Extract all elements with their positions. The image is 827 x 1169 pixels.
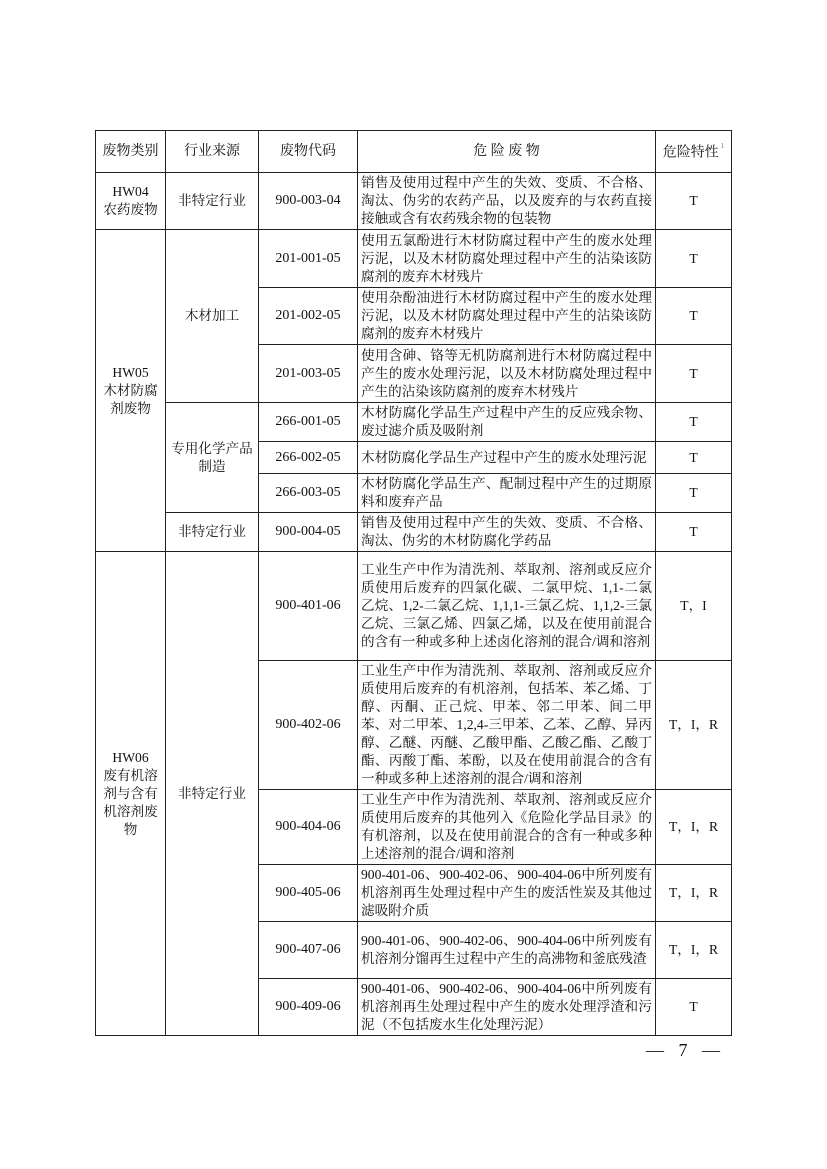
hazard-cell: T，I，R	[656, 790, 732, 865]
industry-line: 非特定行业	[178, 785, 246, 801]
waste-code-cell: 900-404-06	[259, 790, 358, 865]
category-line: HW04	[112, 184, 149, 199]
header-hazard	[656, 131, 732, 173]
hazard-cell: T	[656, 288, 732, 345]
waste-code-cell: 201-003-05	[259, 345, 358, 403]
waste-description-cell: 使用含砷、铬等无机防腐剂进行木材防腐过程中产生的废水处理污泥，以及木材防腐处理过程中产生的沾染该防腐剂的废弃木材残片	[358, 345, 656, 403]
hazard-cell: T，I，R	[656, 865, 732, 922]
hazardous-waste-table	[95, 130, 732, 1036]
header-hazard-footnote: 1	[720, 142, 725, 151]
waste-description-cell: 900-401-06、900-402-06、900-404-06中所列废有机溶剂分馏再生过程中产生的高沸物和釜底残渣	[358, 922, 656, 979]
hazard-cell: T	[656, 513, 732, 552]
category-line: 剂与含有	[103, 785, 158, 801]
waste-code-cell: 900-409-06	[259, 979, 358, 1036]
industry-line: 制造	[198, 458, 226, 474]
waste-description-cell: 工业生产中作为清洗剂、萃取剂、溶剂或反应介质使用后废弃的其他列入《危险化学品目录》的有机溶剂，以及在使用前混合的含有一种或多种上述溶剂的混合/调和溶剂	[358, 790, 656, 865]
waste-code-cell: 266-001-05	[259, 403, 358, 442]
waste-description-cell: 销售及使用过程中产生的失效、变质、不合格、淘汰、伪劣的木材防腐化学药品	[358, 513, 656, 552]
industry-source-cell	[166, 403, 259, 513]
category-line: 农药废物	[103, 202, 158, 217]
industry-source-cell	[166, 173, 259, 230]
table-row	[96, 173, 732, 230]
waste-description-cell: 工业生产中作为清洗剂、萃取剂、溶剂或反应介质使用后废弃的有机溶剂，包括苯、苯乙烯、丁醇、丙酮、正己烷、甲苯、邻二甲苯、间二甲苯、对二甲苯、1,2,4-三甲苯、乙苯、乙醇、异丙醇、乙醚、丙醚、乙酸甲酯、乙酸乙酯、乙酸丁酯、丙酸丁酯、苯酚，以及在使用前混合的含有一种或多种上述溶剂的混合/调和溶剂	[358, 661, 656, 790]
header-hazard-label: 危险特性	[662, 145, 719, 161]
hazard-cell: T	[656, 442, 732, 474]
hazard-cell: T，I	[656, 552, 732, 661]
waste-description-cell: 900-401-06、900-402-06、900-404-06中所列废有机溶剂再生处理过程中产生的废活性炭及其他过滤吸附介质	[358, 865, 656, 922]
category-line: HW06	[112, 749, 149, 765]
waste-description-cell: 900-401-06、900-402-06、900-404-06中所列废有机溶剂再生处理过程中产生的废水处理浮渣和污泥（不包括废水生化处理污泥）	[358, 979, 656, 1036]
industry-line: 非特定行业	[178, 524, 246, 539]
waste-description-cell: 使用杂酚油进行木材防腐过程中产生的废水处理污泥，以及木材防腐处理过程中产生的沾染该防腐剂的废弃木材残片	[358, 288, 656, 345]
waste-category-cell	[96, 173, 166, 230]
waste-description-cell: 销售及使用过程中产生的失效、变质、不合格、淘汰、伪劣的农药产品，以及废弃的与农药直接接触或含有农药残余物的包装物	[358, 173, 656, 230]
waste-description-cell: 木材防腐化学品生产过程中产生的反应残余物、废过滤介质及吸附剂	[358, 403, 656, 442]
waste-description-cell: 工业生产中作为清洗剂、萃取剂、溶剂或反应介质使用后废弃的四氯化碳、二氯甲烷、1,1-二氯乙烷、1,2-二氯乙烷、1,1,1-三氯乙烷、1,1,2-三氯乙烷、三氯乙烯、四氯乙烯，以及在使用前混合的含有一种或多种上述卤化溶剂的混合/调和溶剂	[358, 552, 656, 661]
header-waste: 危 险 废 物	[358, 131, 656, 173]
waste-description-cell: 木材防腐化学品生产过程中产生的废水处理污泥	[358, 442, 656, 474]
waste-code-cell: 900-407-06	[259, 922, 358, 979]
header-industry: 行业来源	[166, 131, 259, 173]
header-row	[96, 131, 732, 173]
hazard-cell: T	[656, 230, 732, 288]
waste-description-cell: 木材防腐化学品生产、配制过程中产生的过期原料和废弃产品	[358, 474, 656, 513]
waste-code-cell: 201-002-05	[259, 288, 358, 345]
industry-line: 木材加工	[184, 308, 240, 323]
hazard-cell: T	[656, 345, 732, 403]
waste-description-cell: 使用五氯酚进行木材防腐过程中产生的废水处理污泥，以及木材防腐处理过程中产生的沾染该防腐剂的废弃木材残片	[358, 230, 656, 288]
category-line: 机溶剂废	[103, 803, 158, 819]
hazard-cell: T，I，R	[656, 661, 732, 790]
industry-source-cell	[166, 513, 259, 552]
waste-code-cell: 900-405-06	[259, 865, 358, 922]
category-line: 木材防腐	[103, 382, 158, 398]
hazard-cell: T	[656, 173, 732, 230]
table-row	[96, 403, 732, 442]
waste-code-cell: 266-002-05	[259, 442, 358, 474]
category-line: HW05	[112, 364, 149, 380]
header-category: 废物类别	[96, 131, 166, 173]
industry-source-cell	[166, 230, 259, 403]
waste-code-cell: 266-003-05	[259, 474, 358, 513]
category-line: 剂废物	[110, 400, 151, 416]
industry-line: 专用化学产品	[171, 440, 253, 456]
table-row	[96, 552, 732, 661]
hazard-cell: T	[656, 979, 732, 1036]
page-number: — 7 —	[646, 1040, 720, 1060]
table-row	[96, 513, 732, 552]
waste-code-cell: 201-001-05	[259, 230, 358, 288]
hazard-cell: T	[656, 403, 732, 442]
header-code: 废物代码	[259, 131, 358, 173]
waste-code-cell: 900-401-06	[259, 552, 358, 661]
category-line: 物	[123, 821, 138, 837]
category-line: 废有机溶	[103, 767, 158, 783]
table-row	[96, 230, 732, 288]
hazard-cell: T，I，R	[656, 922, 732, 979]
hazard-cell: T	[656, 474, 732, 513]
waste-code-cell: 900-402-06	[259, 661, 358, 790]
waste-category-cell	[96, 552, 166, 1036]
waste-category-cell	[96, 230, 166, 552]
waste-code-cell: 900-003-04	[259, 173, 358, 230]
industry-source-cell	[166, 552, 259, 1036]
industry-line: 非特定行业	[178, 193, 246, 208]
waste-code-cell: 900-004-05	[259, 513, 358, 552]
